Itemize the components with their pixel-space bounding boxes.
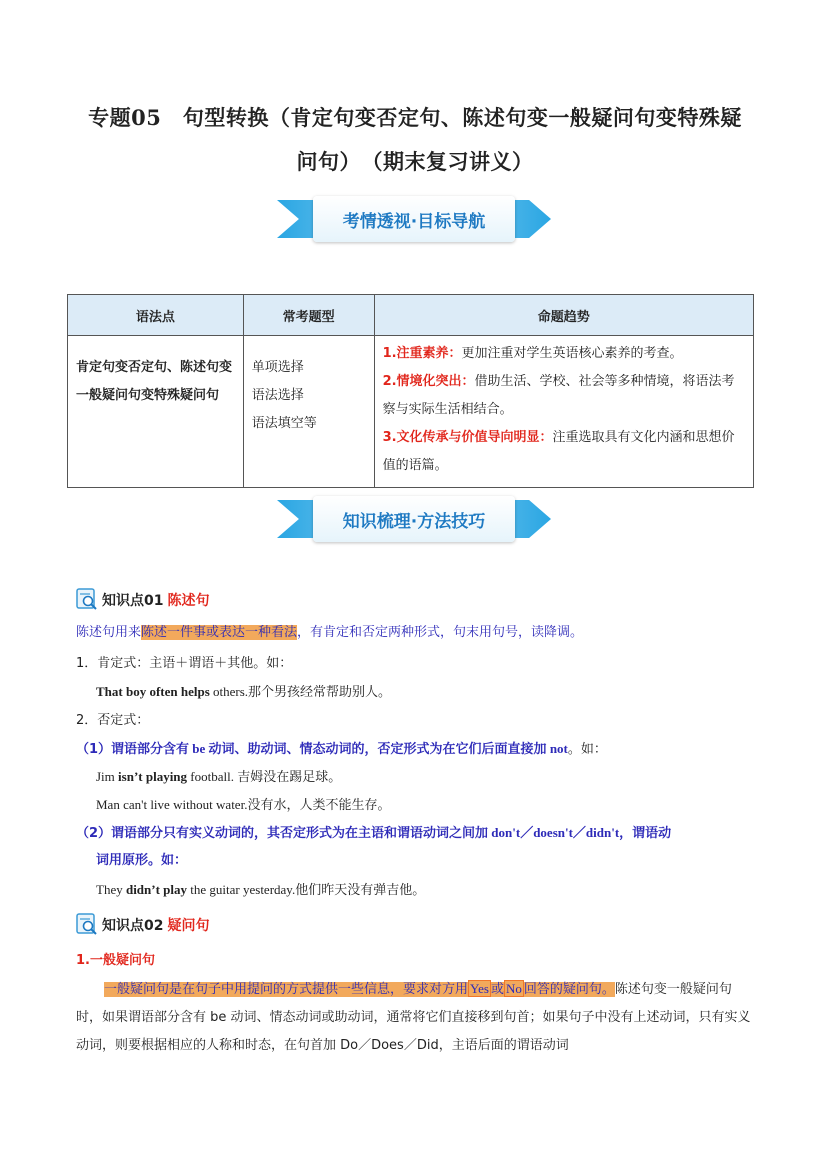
table-header-types: 常考题型 [243, 295, 374, 336]
rule-text: 。如： [567, 742, 607, 757]
example-bold: That boy often helps [96, 684, 210, 699]
example-text: the guitar yesterday.他们昨天没有弹吉他。 [187, 882, 426, 897]
intro-text: ，有肯定和否定两种形式，句末用句号，读降调。 [297, 625, 584, 640]
example-text: They [96, 882, 126, 897]
banner-knowledge [277, 496, 551, 542]
document-title [70, 96, 760, 184]
kp1-intro [76, 623, 583, 643]
trends-cell [374, 336, 753, 488]
table-header-grammar: 语法点 [68, 295, 244, 336]
question-type-item: 语法填空等 [251, 416, 317, 431]
question-type-item: 语法选择 [251, 388, 304, 403]
grammar-point-cell: 肯定句变否定句、陈述句变一般疑问句变特殊疑问句 [68, 336, 244, 488]
rule-text: ，谓语动 [619, 826, 672, 841]
negative-heading: 2．否定式： [76, 713, 150, 728]
book-search-icon [76, 913, 98, 935]
knowledge-point-name: 疑问句 [167, 918, 210, 934]
table-row [68, 336, 754, 488]
no-word: No [505, 981, 522, 996]
knowledge-point-01-heading [76, 588, 209, 610]
banner-label: 知识梳理·方法技巧 [313, 496, 515, 542]
title-line-1: 专题05 句型转换（肯定句变否定句、陈述句变一般疑问句变特殊疑 [88, 105, 742, 130]
negative-rule-2-cont [96, 851, 187, 871]
negative-rule-1 [76, 739, 607, 760]
yes-word: Yes [470, 981, 489, 996]
table-header-row [68, 295, 754, 336]
paragraph-highlight: 一般疑问句是在句子中用提问的方式提供一些信息，要求对方用 [104, 982, 469, 997]
trend-item [383, 340, 745, 368]
rule-word: not [546, 741, 568, 756]
trend-item [383, 424, 745, 480]
negative-rule-2 [76, 823, 671, 844]
trend-label: 2.情境化突出： [382, 374, 475, 389]
rule-text: （1）谓语部分含有 [76, 742, 190, 757]
intro-highlight: 陈述一件事或表达一种看法 [141, 625, 298, 640]
trend-label: 3.文化传承与价值导向明显： [382, 430, 553, 445]
negative-example-3 [96, 880, 425, 900]
paragraph-text: 陈述句变一般疑问句时，如果谓语部分含有 be 动词、情态动词或助动词，通常将它们直接移到句首；如果句子中没有上述动词，只有实义动词，则要根据相应的人称和时态，在句首加 Do／Does／Did，主语后面的谓语动词 [76, 982, 751, 1053]
example-text: football. 吉姆没在踢足球。 [187, 769, 342, 784]
rule-text: 动词、助动词、情态动词的，否定形式为在它们后面直接加 [208, 742, 547, 757]
general-question-paragraph [76, 975, 753, 1060]
question-type-item: 单项选择 [251, 360, 304, 375]
exam-analysis-table [67, 294, 754, 488]
example-bold: isn’t playing [118, 769, 188, 784]
example-text: Jim [96, 769, 119, 784]
banner-exam-overview [277, 196, 551, 242]
intro-text: 陈述句用来 [76, 625, 142, 640]
knowledge-point-02-heading [76, 913, 209, 935]
question-types-cell [243, 336, 374, 488]
trend-label: 1.注重素养： [382, 346, 462, 361]
rule-text: （2）谓语部分只有实义动词的，其否定形式为在主语和谓语动词之间加 [76, 826, 489, 841]
title-line-2: 问句） （期末复习讲义） [296, 149, 534, 174]
knowledge-point-number: 知识点02 [102, 918, 164, 934]
knowledge-point-name: 陈述句 [167, 593, 210, 609]
negative-example-2: Man can't live without water.没有水，人类不能生存。 [96, 797, 391, 812]
table-header-trends: 命题趋势 [374, 295, 753, 336]
rule-text: 词用原形。如： [96, 853, 188, 868]
example-bold: didn’t play [125, 882, 188, 897]
knowledge-point-number: 知识点01 [102, 593, 164, 609]
example-text: others.那个男孩经常帮助别人。 [209, 684, 392, 699]
rule-word: don't／doesn't／didn't [488, 825, 620, 840]
general-question-heading: 1.一般疑问句 [76, 953, 155, 968]
trend-item [383, 368, 745, 424]
affirmative-example [96, 682, 391, 702]
trend-text: 借助生活、学校、社会等多种情境，将语法考察与实际生活相结合。 [382, 374, 735, 417]
negative-example-1 [96, 767, 341, 787]
paragraph-highlight: 回答的疑问句。 [523, 982, 615, 997]
affirmative-heading: 1．肯定式：主语＋谓语＋其他。如： [76, 656, 293, 671]
paragraph-highlight: 或 [490, 982, 504, 997]
rule-word: be [189, 741, 209, 756]
trend-text: 更加注重对学生英语核心素养的考查。 [461, 346, 683, 361]
trend-text: 注重选取具有文化内涵和思想价值的语篇。 [382, 430, 735, 473]
book-search-icon [76, 588, 98, 610]
banner-label: 考情透视·目标导航 [313, 196, 515, 242]
